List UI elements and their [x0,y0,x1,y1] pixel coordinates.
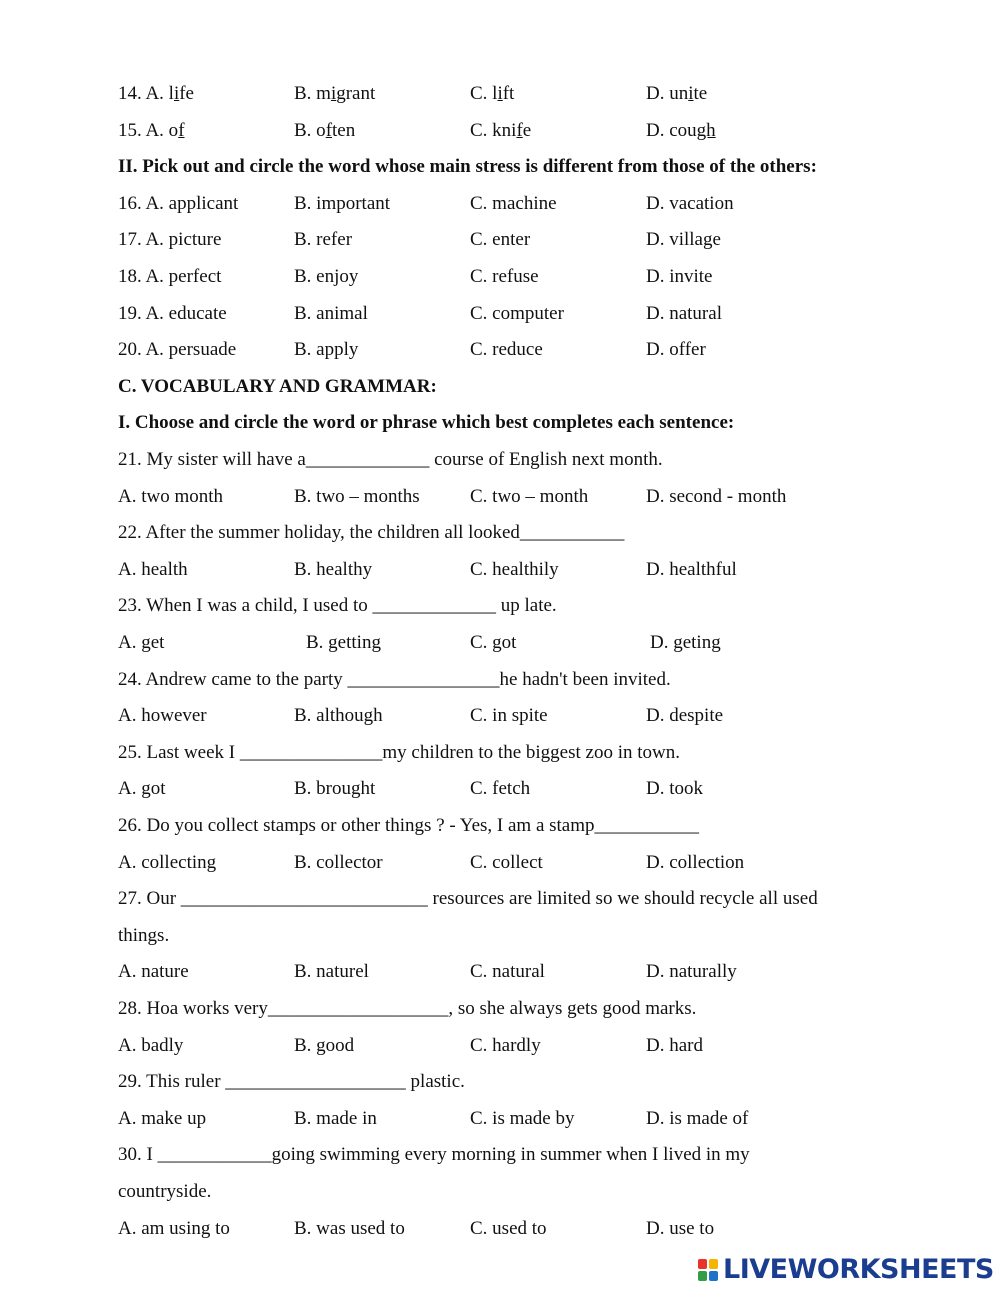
answer-options-row [118,335,918,365]
section-heading: II. Pick out and circle the word whose main stress is different from those of the others: [118,156,817,178]
question-text: 21. My sister will have a_____________ course of English next month. [118,449,663,470]
answer-option: B. collector [294,851,383,873]
logo-text: LIVEWORKSHEETS [723,1254,994,1285]
answer-option: 17. A. picture [118,229,222,251]
section-heading: I. Choose and circle the word or phrase which best completes each sentence: [118,412,735,434]
liveworksheets-logo [697,1254,994,1286]
answer-option: D. natural [646,302,722,324]
answer-option: B. was used to [294,1217,405,1239]
question-text: 26. Do you collect stamps or other things ? - Yes, I am a stamp___________ [118,815,700,836]
answer-option: D. geting [650,632,721,653]
section-heading: C. VOCABULARY AND GRAMMAR: [118,375,437,397]
answer-options-row [118,1214,918,1244]
underlined-letters: i [330,83,337,104]
logo-square-green [698,1271,707,1281]
question-text: countryside. [118,1181,212,1202]
answer-option: D. is made of [646,1107,749,1129]
answer-option: D. healthful [646,558,737,580]
answer-option: B. animal [294,302,368,324]
logo-square-red [698,1259,707,1269]
answer-option: A. collecting [118,851,217,873]
answer-option: A. make up [118,1107,207,1129]
underlined-letters: gh [696,119,716,141]
answer-option: 15. A. of [118,119,185,141]
answer-options-row [118,774,918,804]
answer-options-row [118,189,918,219]
answer-option: 14. A. life [118,83,194,104]
answer-option: C. got [470,632,517,653]
answer-option: C. computer [470,302,564,324]
question-text: 27. Our __________________________ resources are limited so we should recycle all used [118,888,818,910]
answer-option: C. lift [470,83,515,104]
answer-options-row [118,262,918,292]
answer-options-row [118,848,918,878]
answer-options-row [118,1104,918,1134]
answer-option: C. is made by [470,1107,575,1129]
question-text: 23. When I was a child, I used to _____________ up late. [118,595,557,617]
answer-option: B. refer [294,229,353,251]
answer-option: C. in spite [470,705,548,727]
question-text: 28. Hoa works very___________________, so she always gets good marks. [118,998,697,1019]
answer-option: D. naturally [646,961,737,983]
answer-option: C. collect [470,851,543,873]
answer-options-row [118,482,918,512]
answer-option: C. reduce [470,339,543,361]
answer-option: B. apply [294,339,359,361]
answer-option: 19. A. educate [118,302,227,324]
answer-option: B. two – months [294,485,420,507]
question-text: 22. After the summer holiday, the children all looked___________ [118,522,625,544]
answer-option: 16. A. applicant [118,192,239,214]
answer-options-row [118,79,918,109]
answer-option: C. healthily [470,558,559,580]
answer-option: C. hardly [470,1034,541,1056]
underlined-letters: i [688,83,694,104]
underlined-letters: f [178,119,185,141]
answer-option: B. migrant [294,83,376,104]
answer-option: B. made in [294,1107,377,1129]
answer-options-row [118,225,918,255]
answer-option: A. however [118,705,207,727]
answer-option: D. took [646,778,703,800]
answer-option: C. machine [470,192,557,214]
answer-option: D. cough [646,119,716,141]
answer-options-row [118,701,918,731]
answer-option: B. getting [306,632,381,653]
answer-option: A. nature [118,961,189,983]
answer-option: C. enter [470,229,531,251]
answer-option: D. unite [646,83,708,104]
answer-option: D. village [646,229,721,251]
answer-option: C. used to [470,1217,547,1239]
question-text: things. [118,924,170,946]
answer-option: 18. A. perfect [118,266,222,287]
answer-option: C. natural [470,961,545,983]
answer-options-row [118,299,918,329]
answer-option: A. am using to [118,1217,230,1239]
answer-options-row [118,116,918,146]
answer-option: D. invite [646,266,713,287]
underlined-letters: i [173,83,180,104]
logo-square-yellow [709,1259,718,1269]
answer-option: A. get [118,632,165,653]
answer-option: D. despite [646,705,724,727]
underlined-letters: i [497,83,503,104]
answer-option: D. collection [646,851,745,873]
answer-option: A. health [118,558,188,580]
answer-option: C. two – month [470,485,589,507]
question-text: 29. This ruler ___________________ plastic. [118,1071,465,1093]
answer-options-row [118,1031,918,1061]
answer-option: B. naturel [294,961,369,983]
answer-option: B. often [294,119,356,141]
answer-option: D. offer [646,339,706,361]
answer-option: C. fetch [470,778,531,800]
answer-option: B. enjoy [294,266,359,287]
liveworksheets-logo-icon [697,1258,719,1282]
logo-square-blue [709,1271,718,1281]
answer-option: B. important [294,192,391,214]
question-text: 24. Andrew came to the party ________________he hadn't been invited. [118,668,671,690]
answer-option: D. hard [646,1034,703,1056]
underlined-letters: f [516,119,523,141]
answer-option: C. refuse [470,266,539,287]
answer-option: B. healthy [294,558,373,580]
answer-option: D. second - month [646,485,787,507]
answer-option: B. although [294,705,383,727]
answer-options-row [118,628,918,658]
answer-option: D. vacation [646,192,734,214]
answer-option: A. two month [118,485,224,507]
answer-option: A. got [118,778,166,800]
answer-options-row [118,957,918,987]
underlined-letters: f [325,119,333,141]
answer-option: A. badly [118,1034,184,1056]
answer-option: C. knife [470,119,532,141]
answer-option: D. use to [646,1217,715,1239]
answer-option: B. good [294,1034,355,1056]
answer-options-row [118,555,918,585]
answer-option: 20. A. persuade [118,339,237,361]
answer-option: B. brought [294,778,376,800]
question-text: 30. I ____________going swimming every morning in summer when I lived in my [118,1144,750,1166]
question-text: 25. Last week I _______________my children to the biggest zoo in town. [118,741,680,763]
